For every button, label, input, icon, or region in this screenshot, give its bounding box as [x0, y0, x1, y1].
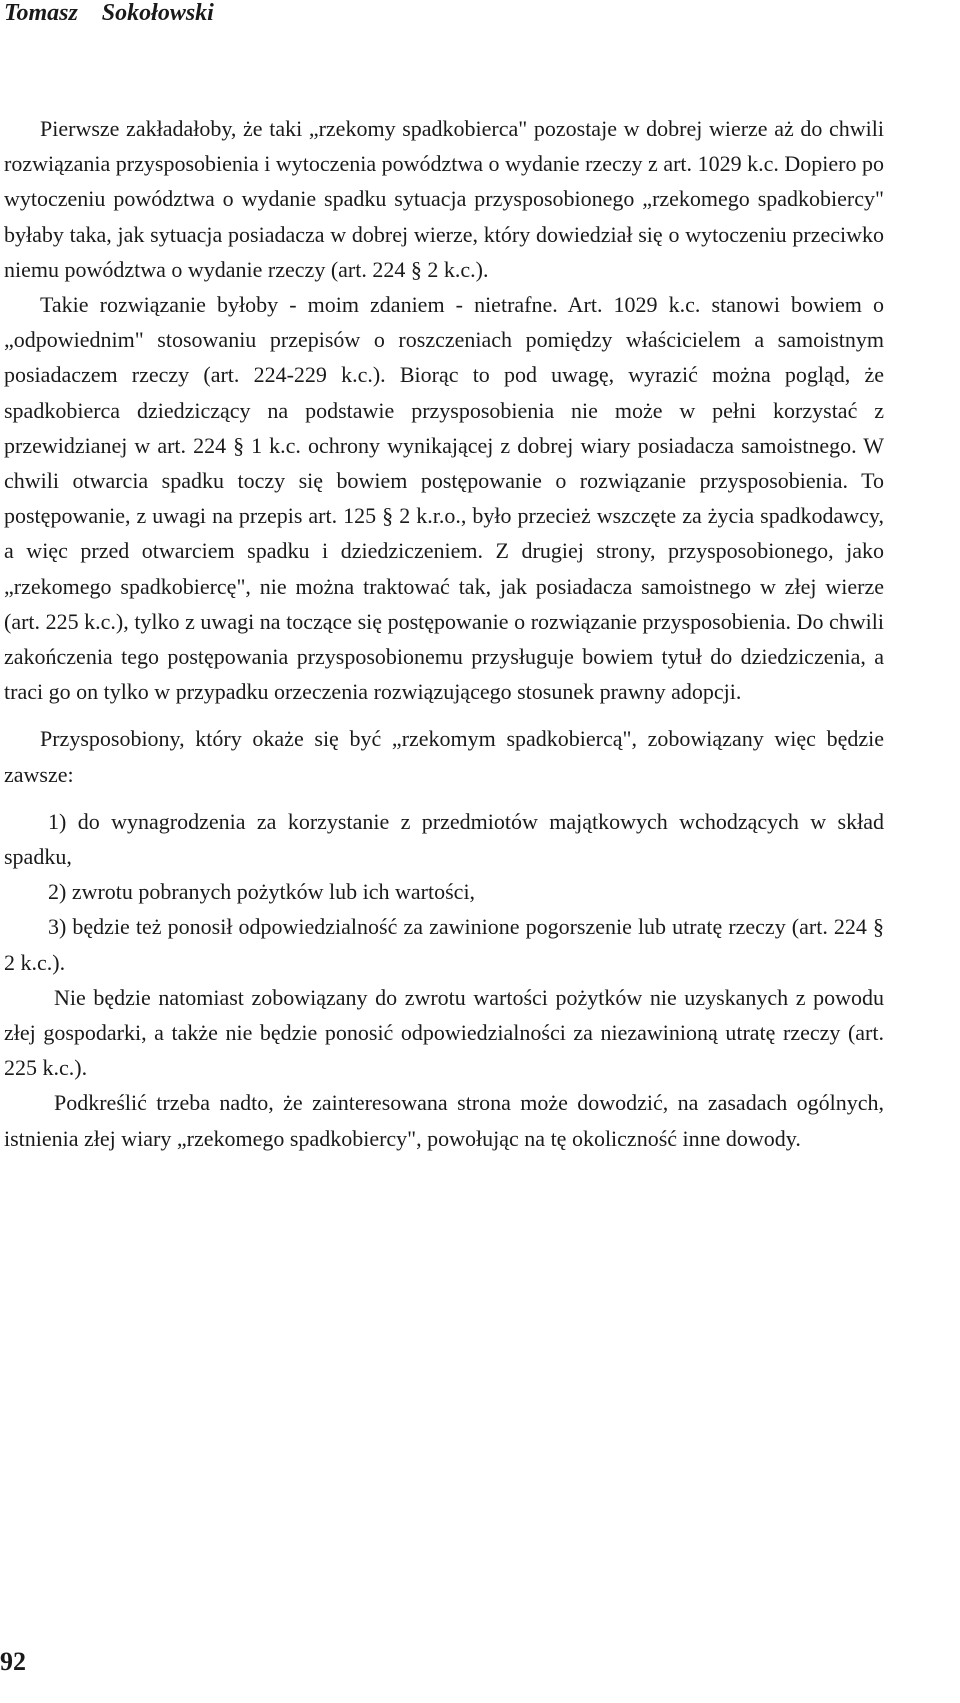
paragraph-1: Pierwsze zakładałoby, że taki „rzekomy spadkobierca" pozostaje w dobrej wierze aż do chwili rozwiązania przysposobienia i wytoczenia powództwa o wydanie rzeczy z art. 1029 k.c. Dopiero po wytoczeniu powództwa o wydanie spadku sytuacja przysposobionego „rzekomego spadkobiercy" byłaby taka, jak sytuacja posiadacza w dobrej wierze, który dowiedział się o wytoczeniu przeciwko niemu powództwa o wydanie rzeczy (art. 224 § 2 k.c.).: [4, 116, 884, 282]
paragraph-2: Takie rozwiązanie byłoby - moim zdaniem - nietrafne. Art. 1029 k.c. stanowi bowiem o „odpowiednim" stosowaniu przepisów o roszczeniach pomiędzy właścicielem a samoistnym posiadaczem rzeczy (art. 224-229 k.c.). Biorąc to pod uwagę, wyrazić można pogląd, że spadkobierca dziedziczący na podstawie przysposobienia nie może w pełni korzystać z przewidzianej w art. 224 § 1 k.c. ochrony wynikającej z dobrej wiary posiadacza samoistnego. W chwili otwarcia spadku toczy się bowiem postępowanie o rozwiązanie przysposobienia. To postępowanie, z uwagi na przepis art. 125 § 2 k.r.o., było przecież wszczęte za życia spadkodawcy, a więc przed otwarciem spadku i dziedziczeniem. Z drugiej strony, przysposobionego, jako „rzekomego spadkobiercę", nie można traktować tak, jak posiadacza samoistnego w złej wierze (art. 225 k.c.), tylko z uwagi na toczące się postępowanie o rozwiązanie przysposobienia. Do chwili zakończenia tego postępowania przysposobionemu przysługuje bowiem tytuł do dziedziczenia, a traci go on tylko w przypadku orzeczenia rozwiązującego stosunek prawny adopcji.: [4, 292, 884, 705]
paragraph-4: Nie będzie natomiast zobowiązany do zwrotu wartości pożytków nie uzyskanych z powodu złej gospodarki, a także nie będzie ponosić odpowiedzialności za niezawinioną utratę rzeczy (art. 225 k.c.).: [4, 984, 884, 1081]
running-header-author: Tomasz Sokołowski: [4, 0, 214, 26]
list-item-3: 3) będzie też ponosił odpowiedzialność za zawinione pogorszenie lub utratę rzeczy (art. 224 § 2 k.c.).: [4, 914, 884, 975]
paragraph-5: Podkreślić trzeba nadto, że zainteresowana strona może dowodzić, na zasadach ogólnych, istnienia złej wiary „rzekomego spadkobiercy", powołując na tę okoliczność inne dowody.: [4, 1090, 884, 1151]
list-item-2: 2) zwrotu pobranych pożytków lub ich wartości,: [48, 879, 476, 905]
list-item-1: 1) do wynagrodzenia za korzystanie z przedmiotów majątkowych wchodzących w skład spadku,: [4, 808, 884, 870]
paragraph-3: Przysposobiony, który okaże się być „rzekomym spadkobiercą", zobowiązany więc będzie zawsze:: [4, 726, 884, 787]
document-body: [4, 111, 884, 1156]
page-number: 92: [0, 1647, 26, 1676]
